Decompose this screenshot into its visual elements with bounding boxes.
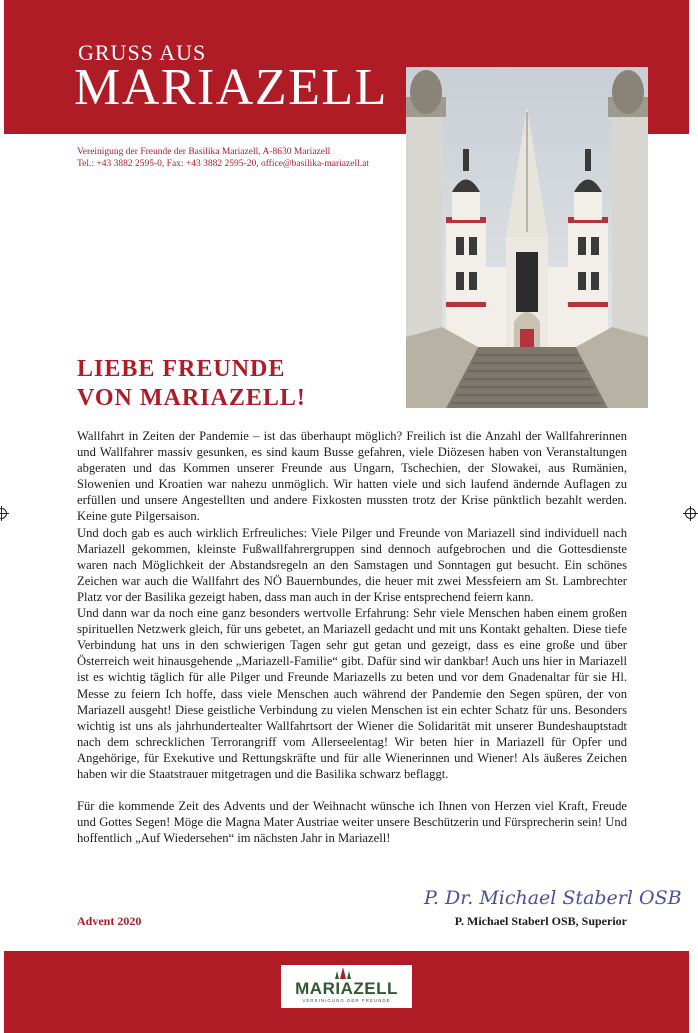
greeting-line-2: VON MARIAZELL! xyxy=(77,385,306,411)
crop-mark-icon xyxy=(685,508,696,519)
header-title: MARIAZELL xyxy=(74,59,388,116)
paragraph: Für die kommende Zeit des Advents und der Weihnacht wünsche ich Ihnen von Herzen viel Kraft, Freude und Gottes Segen! Möge die Magna Mater Austriae weiter unsere Beschützerin und Fürsprecherin sein! Und hoffentlich „Auf Wiedersehen“ im nächsten Jahr in Mariazell! xyxy=(77,799,627,846)
greeting-line-1: LIEBE FREUNDE xyxy=(77,356,286,382)
letter-body xyxy=(77,428,627,846)
address-line-1: Vereinigung der Freunde der Basilika Mariazell, A-8630 Mariazell xyxy=(77,147,331,157)
paragraph: Und doch gab es auch wirklich Erfreuliches: Viele Pilger und Freunde von Mariazell sind individuell nach Mariazell gekommen, kleinste Fußwallfahrergruppen sind dennoch aufgebrochen und die Gottesdienste waren nach Möglichkeit der Abstandsregeln an den Samstagen und Sonntagen gut besucht. Ein schönes Zeichen war auch die Wallfahrt des NÖ Bauernbundes, die heuer mit zwei Messfeiern am St. Lambrechter Platz vor der Basilika gezeigt haben, dass man auch in der Krise entsprechend feiern kann. xyxy=(77,525,627,604)
greeting-heading xyxy=(77,355,306,413)
logo-name: MARIAZELL xyxy=(295,979,398,998)
signer-name: P. Michael Staberl OSB, Superior xyxy=(454,914,627,928)
header-kicker: GRUSS AUS xyxy=(78,40,207,65)
letter-date: Advent 2020 xyxy=(77,914,142,928)
paragraph: Und dann war da noch eine ganz besonders wertvolle Erfahrung: Sehr viele Menschen haben einem großen spirituellen Netzwerk gleich, für uns gebetet, an Mariazell gedacht und mit uns Kontakt gehalten. Diese tiefe Verbindung hat uns in den schwierigen Tagen sehr gut getan und gezeigt, dass es eine große und über Österreich weit hinausgehende „Mariazell-Familie“ gibt. Dafür sind wir dankbar! Auch uns hier in Mariazell ist es wichtig täglich für alle Pilger und Freunde Mariazells zu beten und vor dem Gnadenaltar für sie Hl. Messe zu feiern Ich hoffe, dass viele Menschen auch während der Pandemie den Segen spüren, der von Mariazell ausgeht! Diese geistliche Verbindung zu vielen Menschen ist ein echter Schatz für uns. Besonders wichtig ist uns als jahrhundertealter Wallfahrtsort der Wiener die Solidarität mit unserer Bundeshauptstadt nach dem schrecklichen Terrorangriff vom Allerseelentag! Wir beten hier in Mariazell für Opfer und Angehörige, für Exekutive und Rettungskräfte und für alle Wienerinnen und Wiener! Als äußeres Zeichen haben wir die Staatstrauer mitgetragen und die Basilika schwarz beflaggt. xyxy=(77,606,627,781)
signature-script: P. Dr. Michael Staberl OSB xyxy=(424,887,682,909)
logo-tagline: VEREINIGUNG DER FREUNDE xyxy=(302,998,391,1003)
paragraph: Wallfahrt in Zeiten der Pandemie – ist das überhaupt möglich? Freilich ist die Anzahl der Wallfahrerinnen und Wallfahrer massiv gesunken, es sind kaum Busse gefahren, viele Diözesen haben von Veranstaltungen abgeraten und das Kommen unserer Freunde aus Ungarn, Tschechien, der Slowakei, aus Rumänien, Slowenien und Kroatien war nahezu unmöglich. Wir hatten viele und sich laufend ändernde Auflagen zu erfüllen und unsere Angestellten und andere Fixkosten mussten trotz der Krise pünktlich bezahlt werden. Keine gute Pilgersaison. xyxy=(77,429,627,524)
address-line-2: Tel.: +43 3882 2595-0, Fax: +43 3882 2595-20, office@basilika-mariazell.at xyxy=(77,159,369,169)
mariazell-logo xyxy=(281,965,412,1008)
address-block xyxy=(77,146,369,170)
basilica-photo xyxy=(406,67,648,408)
handwritten-signature xyxy=(420,878,682,914)
crop-mark-icon xyxy=(0,508,7,519)
